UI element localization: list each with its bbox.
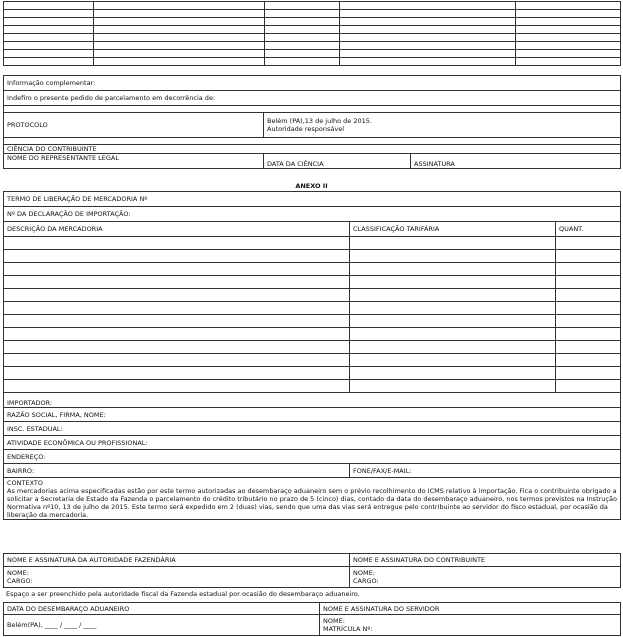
assinatura: ASSINATURA xyxy=(411,154,621,169)
table-row xyxy=(4,263,621,276)
form-section xyxy=(3,75,620,169)
nome-representante: NOME DO REPRESENTANTE LEGAL xyxy=(4,154,264,169)
table-row xyxy=(4,354,621,367)
nome-servidor: NOME E ASSINATURA DO SERVIDOR xyxy=(320,603,621,615)
signature-section xyxy=(3,553,620,588)
table-row xyxy=(4,276,621,289)
autoridade-fazendaria: NOME E ASSINATURA DA AUTORIDADE FAZENDÁRIA xyxy=(4,554,350,567)
desembaraco-section xyxy=(3,602,620,636)
nome-label: NOME: xyxy=(7,569,29,577)
table-row xyxy=(4,289,621,302)
insc-estadual: INSC. ESTADUAL: xyxy=(4,422,621,436)
local-data-cell xyxy=(264,113,621,138)
servidor-nome-matricula xyxy=(320,615,621,636)
nome-assinatura-contribuinte: NOME E ASSINATURA DO CONTRIBUINTE xyxy=(350,554,621,567)
anexo-title: ANEXO II xyxy=(295,182,328,190)
local-data: Belém (PA),13 de julho de 2015. xyxy=(267,117,372,125)
contexto-text: As mercadorias acima especificadas estão por este termo autorizadas ao desembaraço aduaneiro sem o prévio recolhimento do ICMS relativo à importação. Fica o contribuinte obrigado a solicitar a Secretaria de Estado da Fazenda o parcelamento do crédito tributário no prazo de 5 (cinco) dias, contado da data do desembaraço aduaneiro, nos termos previstos na Instrução Normativa nº10, 13 de julho de 2015. Este termo será expedido em 2 (duas) vias, sendo que uma das vias será entregue pelo contribuinte ao servidor do fisco estadual, por ocasião da liberação da mercadoria. xyxy=(7,487,617,519)
table-row xyxy=(4,315,621,328)
autoridade-responsavel: Autoridade responsável xyxy=(267,125,345,133)
declaracao-importacao: Nº DA DECLARAÇÃO DE IMPORTAÇÃO: xyxy=(4,207,621,222)
nome-label: NOME: xyxy=(323,617,345,625)
info-complementar: Informação complementar: xyxy=(4,76,621,91)
endereco: ENDEREÇO: xyxy=(4,450,621,464)
table-row xyxy=(4,302,621,315)
importador: IMPORTADOR: xyxy=(4,393,621,408)
col-descricao: DESCRIÇÃO DA MERCADORIA xyxy=(4,222,350,237)
table-row xyxy=(4,341,621,354)
cargo-label: CARGO: xyxy=(353,577,379,585)
indefiro-text: Indefiro o presente pedido de parcelamento em decorrência de: xyxy=(4,91,621,106)
data-desembaraco: DATA DO DESEMBARAÇO ADUANEIRO xyxy=(4,603,320,615)
table-row xyxy=(4,250,621,263)
col-quant: QUANT. xyxy=(556,222,621,237)
protocolo-label: PROTOCOLO xyxy=(4,113,264,138)
table-row xyxy=(4,367,621,380)
atividade: ATIVIDADE ECONÔMICA OU PROFISSIONAL: xyxy=(4,436,621,450)
razao-social: RAZÃO SOCIAL, FIRMA, NOME: xyxy=(4,408,621,422)
anexo-section xyxy=(3,191,620,520)
matricula-label: MATRÍCULA Nº: xyxy=(323,625,373,633)
termo-liberacao: TERMO DE LIBERAÇÃO DE MERCADORIA Nº xyxy=(4,192,621,207)
cargo-label: CARGO: xyxy=(7,577,33,585)
table-row xyxy=(4,328,621,341)
data-ciencia: DATA DA CIÊNCIA xyxy=(264,154,411,169)
belem-data: Belém(PA), ____ / ____ / ____ xyxy=(4,615,320,636)
ciencia-contribuinte: CIÊNCIA DO CONTRIBUINTE xyxy=(4,145,621,154)
table-row xyxy=(4,237,621,250)
contexto-label: CONTEXTO xyxy=(7,479,44,487)
nome-label: NOME: xyxy=(353,569,375,577)
contribuinte-nome-cargo xyxy=(350,567,621,588)
fone: FONE/FAX/E-MAIL: xyxy=(350,464,621,478)
col-classificacao: CLASSIFICAÇÃO TARIFÁRIA xyxy=(350,222,556,237)
table-row xyxy=(4,380,621,393)
espaco-note: Espaço a ser preenchido pela autoridade fiscal da Fazenda estadual por ocasião do desembaraço aduaneiro. xyxy=(6,590,360,598)
contexto-cell xyxy=(4,478,621,520)
bairro: BAIRRO: xyxy=(4,464,350,478)
autoridade-nome-cargo xyxy=(4,567,350,588)
top-grid xyxy=(3,1,620,66)
